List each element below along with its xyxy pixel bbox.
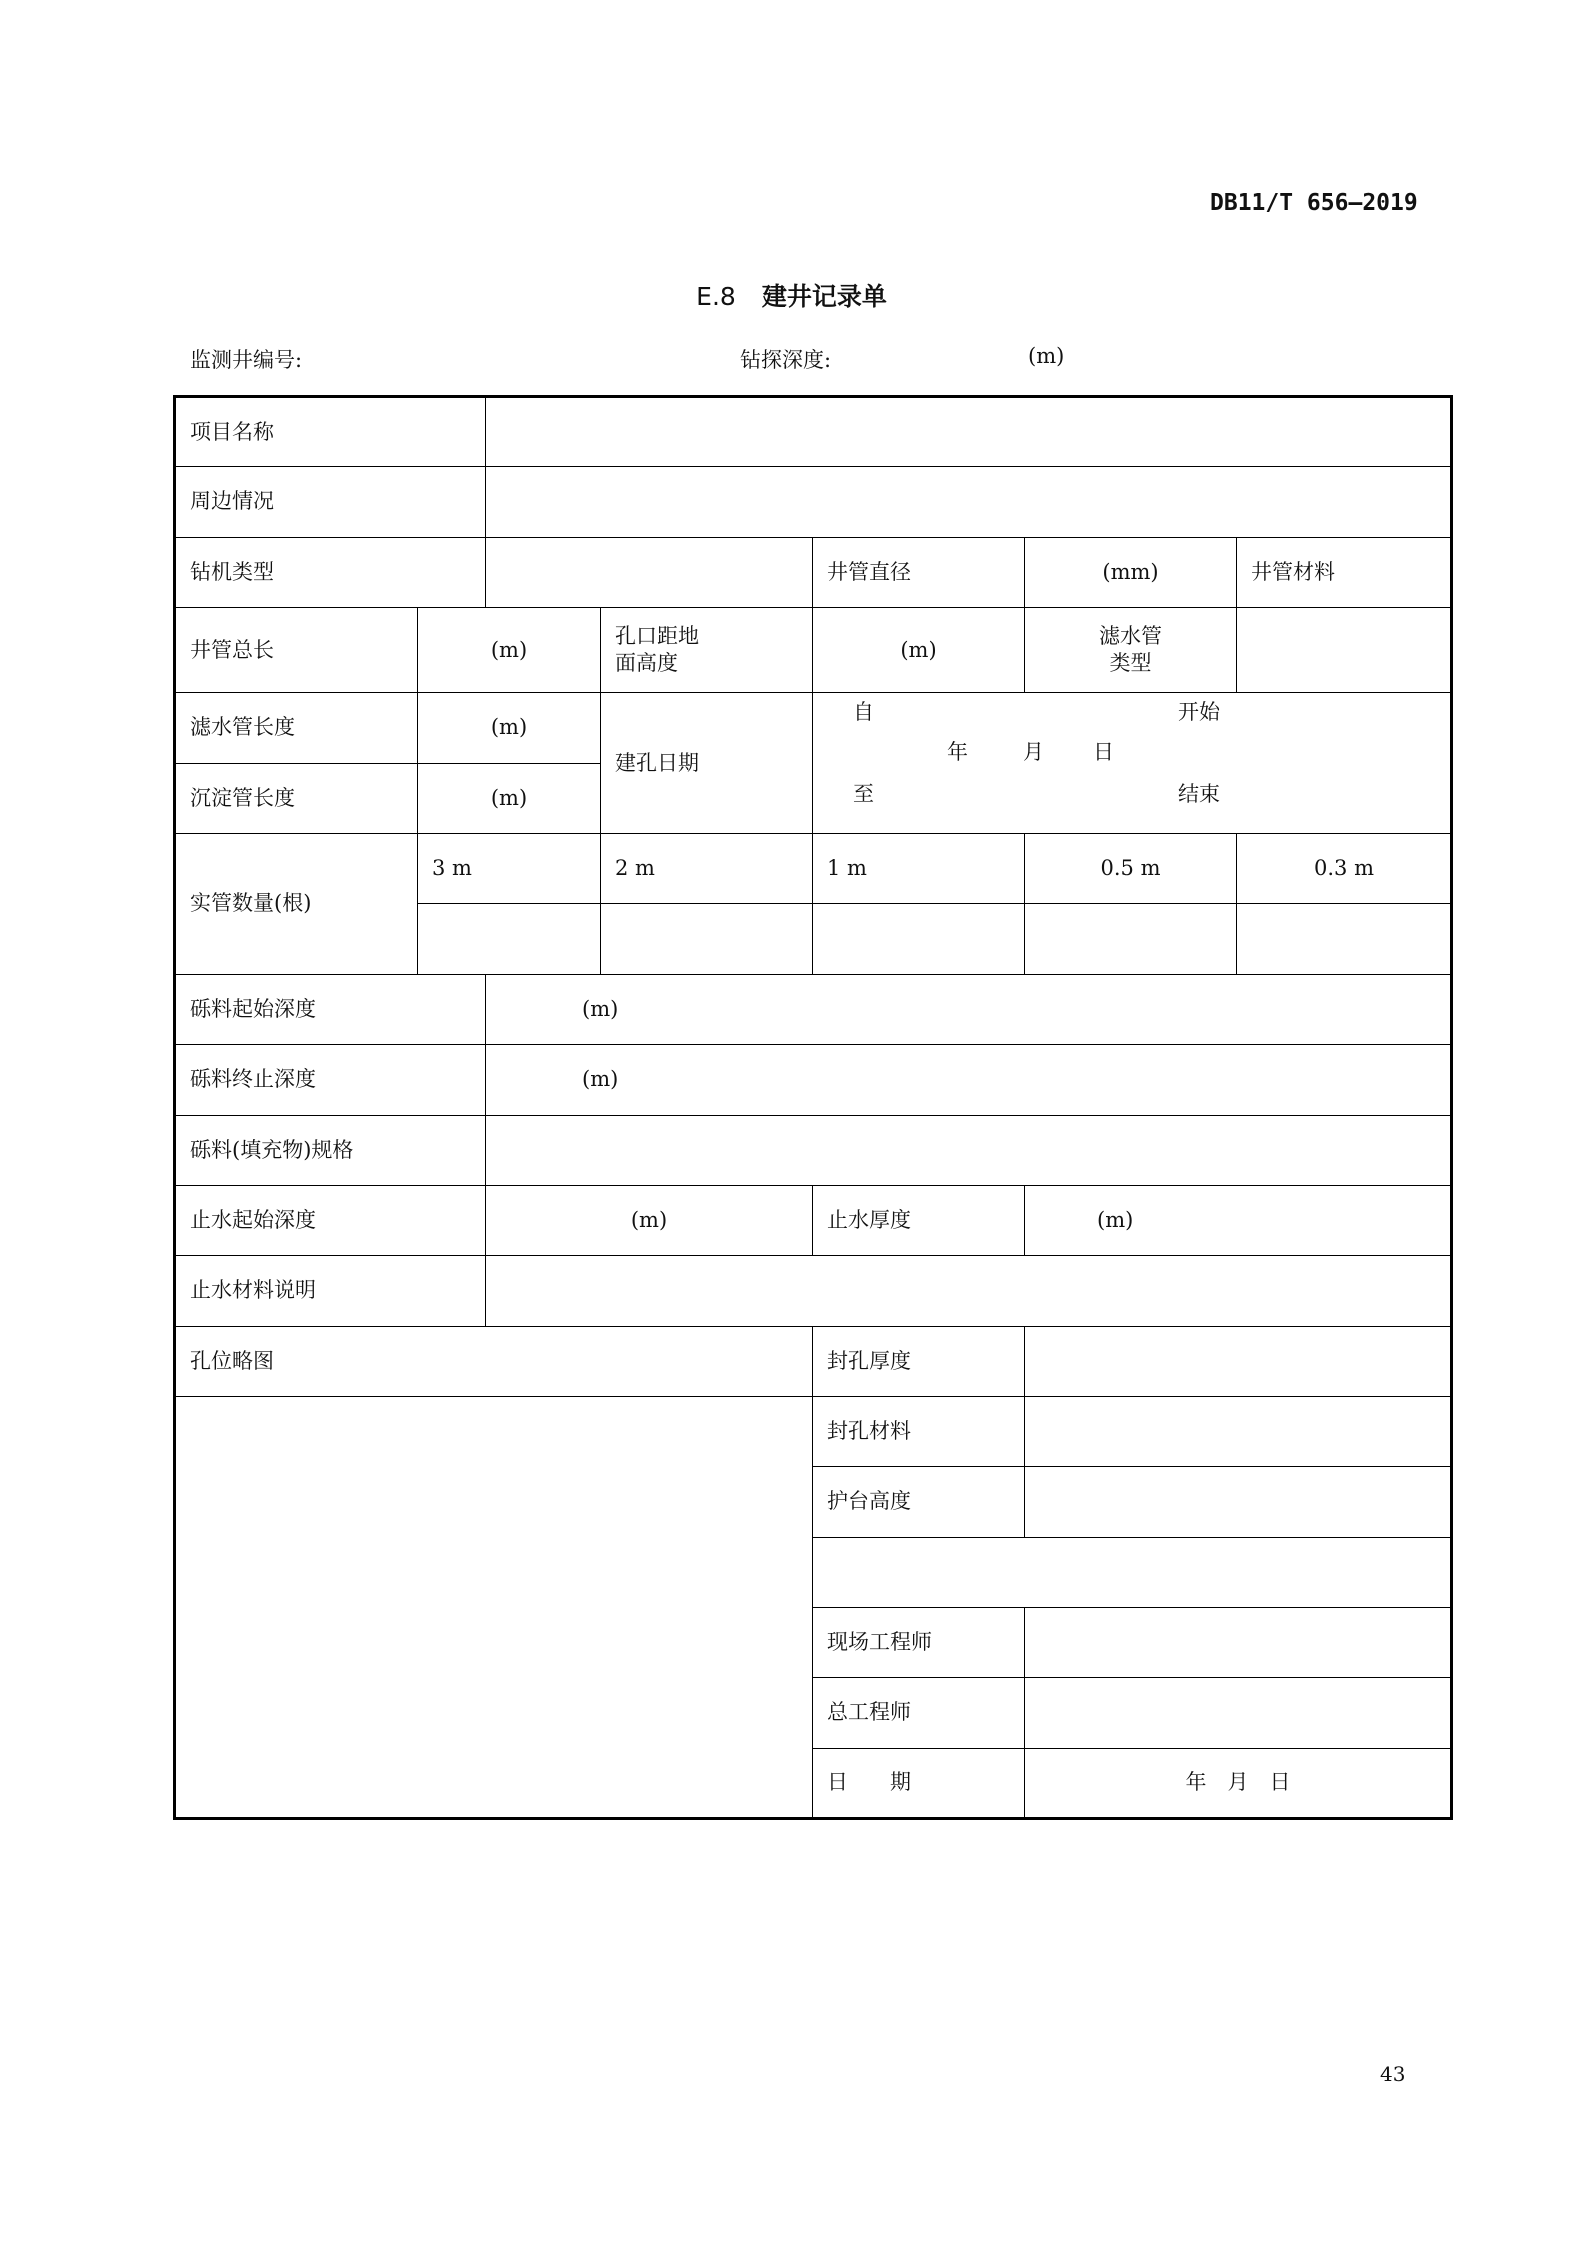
field-filter-length[interactable]: (m) — [418, 693, 601, 763]
date-start: 开始 — [1178, 700, 1220, 725]
page-number: 43 — [1380, 2062, 1406, 2086]
field-gravel-spec[interactable] — [486, 1115, 1452, 1185]
field-hole-height[interactable]: (m) — [813, 608, 1025, 693]
label-seal-material: 止水材料说明 — [175, 1256, 486, 1326]
well-construction-form — [173, 395, 1453, 1820]
label-chief-engineer: 总工程师 — [813, 1678, 1025, 1748]
pipe-length-2m: 2 m — [601, 834, 813, 904]
label-filter-type — [1025, 608, 1237, 693]
label-hole-sketch: 孔位略图 — [175, 1326, 813, 1396]
field-build-date[interactable] — [813, 693, 1452, 834]
label-sediment-length: 沉淀管长度 — [175, 763, 418, 833]
standard-code: DB11/T 656—2019 — [1210, 190, 1418, 216]
drill-depth-label: 钻探深度: — [740, 348, 832, 372]
field-project-name[interactable] — [486, 397, 1452, 467]
label-casing-material: 井管材料 — [1237, 537, 1452, 607]
field-blank-row[interactable] — [813, 1537, 1452, 1607]
label-plug-thickness: 封孔厚度 — [813, 1326, 1025, 1396]
field-casing-diameter[interactable]: (mm) — [1025, 537, 1237, 607]
date-end: 结束 — [1178, 782, 1220, 807]
label-gravel-start: 砾料起始深度 — [175, 974, 486, 1044]
field-pipe-count-2m[interactable] — [601, 904, 813, 974]
label-hole-height — [601, 608, 813, 693]
label-gravel-spec: 砾料(填充物)规格 — [175, 1115, 486, 1185]
field-seal-start[interactable]: (m) — [486, 1185, 813, 1255]
field-sediment-length[interactable]: (m) — [418, 763, 601, 833]
label-seal-start: 止水起始深度 — [175, 1185, 486, 1255]
field-pipe-count-0-3m[interactable] — [1237, 904, 1452, 974]
field-gravel-start[interactable]: (m) — [486, 974, 1452, 1044]
date-day: 日 — [1093, 740, 1114, 765]
label-site-engineer: 现场工程师 — [813, 1607, 1025, 1677]
field-pipe-count-0-5m[interactable] — [1025, 904, 1237, 974]
well-number-label: 监测井编号: — [190, 348, 303, 372]
filter-type-line1: 滤水管 — [1099, 623, 1162, 648]
label-surroundings: 周边情况 — [175, 467, 486, 537]
pipe-length-3m: 3 m — [418, 834, 601, 904]
field-gravel-end[interactable]: (m) — [486, 1045, 1452, 1115]
field-plug-thickness[interactable] — [1025, 1326, 1452, 1396]
field-sign-date[interactable]: 年 月 日 — [1025, 1748, 1452, 1818]
field-filter-type[interactable] — [1237, 608, 1452, 693]
field-surroundings[interactable] — [486, 467, 1452, 537]
pipe-length-0-5m: 0.5 m — [1025, 834, 1237, 904]
field-site-engineer[interactable] — [1025, 1607, 1452, 1677]
field-seal-thickness[interactable]: (m) — [1025, 1185, 1452, 1255]
document-title — [0, 277, 1583, 313]
label-build-date: 建孔日期 — [601, 693, 813, 834]
pipe-length-1m: 1 m — [813, 834, 1025, 904]
field-casing-total-length[interactable]: (m) — [418, 608, 601, 693]
date-from: 自 — [853, 700, 874, 725]
field-pipe-count-1m[interactable] — [813, 904, 1025, 974]
date-year: 年 — [947, 740, 968, 765]
label-casing-diameter: 井管直径 — [813, 537, 1025, 607]
field-chief-engineer[interactable] — [1025, 1678, 1452, 1748]
label-pipe-count: 实管数量(根) — [175, 834, 418, 975]
section-number: E.8 — [696, 282, 736, 311]
date-month: 月 — [1023, 740, 1044, 765]
label-filter-length: 滤水管长度 — [175, 693, 418, 763]
pipe-length-0-3m: 0.3 m — [1237, 834, 1452, 904]
label-sign-date: 日 期 — [813, 1748, 1025, 1818]
field-pipe-count-3m[interactable] — [418, 904, 601, 974]
date-to: 至 — [853, 782, 874, 807]
title-text: 建井记录单 — [761, 282, 887, 311]
label-project-name: 项目名称 — [175, 397, 486, 467]
hole-height-line1: 孔口距地 — [615, 623, 699, 648]
field-plug-material[interactable] — [1025, 1396, 1452, 1466]
field-platform-height[interactable] — [1025, 1467, 1452, 1537]
label-drill-type: 钻机类型 — [175, 537, 486, 607]
label-casing-total-length: 井管总长 — [175, 608, 418, 693]
label-seal-thickness: 止水厚度 — [813, 1185, 1025, 1255]
drill-depth-unit: (m) — [1028, 344, 1065, 368]
date-block — [813, 693, 1451, 833]
label-platform-height: 护台高度 — [813, 1467, 1025, 1537]
label-gravel-end: 砾料终止深度 — [175, 1045, 486, 1115]
hole-height-line2: 面高度 — [615, 651, 678, 676]
label-plug-material: 封孔材料 — [813, 1396, 1025, 1466]
field-drill-type[interactable] — [486, 537, 813, 607]
filter-type-line2: 类型 — [1109, 651, 1152, 676]
field-hole-sketch[interactable] — [175, 1396, 813, 1818]
field-seal-material[interactable] — [486, 1256, 1452, 1326]
